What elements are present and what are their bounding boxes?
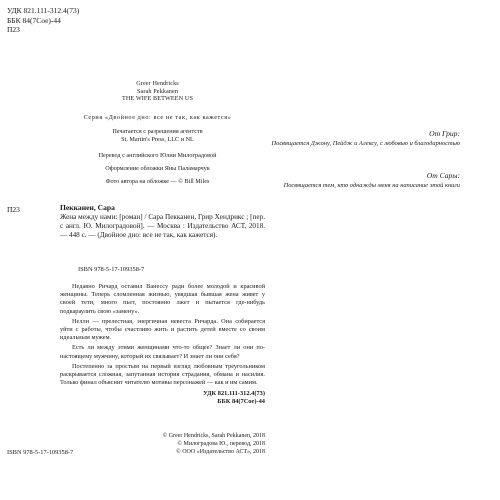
copyright-line: © ООО «Издательство АСТ», 2018 xyxy=(176,449,265,455)
original-credits xyxy=(55,80,260,103)
copyright-block xyxy=(120,432,265,456)
annotation-paragraph: Нелли — прелестная, энергичная невеста Ричарда. Она собирается уйти с работы, чтобы счастливо жить и растить детей вместе со своим идеальным мужем. xyxy=(60,317,265,342)
rights-line-2: St. Martin's Press, LLC и NL xyxy=(121,136,194,143)
annotation-paragraph: Есть ли между этими женщинами что-то общее? Знает ли они по-настоящему мужчину, который их связывает? И знает ли они себя? xyxy=(60,344,265,360)
cover-photo-credit: Фото автора на обложке — © Bill Miles xyxy=(105,178,210,185)
cover-design-credit: Оформление обложки Яны Паламарчук xyxy=(105,165,210,172)
catalog-isbn: ISBN 978-5-17-109358-7 xyxy=(78,266,145,273)
catalog-entry xyxy=(60,203,265,240)
classification-codes xyxy=(7,6,79,35)
udk-code-bottom: УДК 821.111-312.4(73) xyxy=(203,390,265,397)
credit-author-2: Sarah Pekkanen xyxy=(136,87,179,95)
bbk-code-bottom: ББК 84(7Сое)-44 xyxy=(217,398,265,405)
dedication-greer-head: От Грир: xyxy=(429,129,460,138)
dedication-sarah xyxy=(270,172,460,190)
translation-credit: Перевод с английского Юлии Милоградовой xyxy=(98,152,217,159)
dedication-sarah-head: От Сары: xyxy=(426,171,460,180)
copyright-line: © Милоградова Ю., перевод, 2018 xyxy=(177,441,265,447)
bbk-code: ББК 84(7Сое)-44 xyxy=(7,15,61,25)
catalog-author: Пекканен, Сара xyxy=(60,203,115,212)
annotation xyxy=(60,283,265,389)
credit-author-1: Greer Hendricks xyxy=(136,80,179,87)
annotation-paragraph: Недавно Ричард оставил Ванессу ради более молодой и красивой женщины. Теперь сломленная жизнью, увядшая бывшая жена живет у своей тети, много пьет, постоянно лжет и пытается где-нибудь подкараулить свою «замену». xyxy=(60,283,265,315)
credit-original-title: THE WIFE BETWEEN US xyxy=(121,95,194,103)
catalog-description: Жена между нами: [роман] / Сара Пекканен, Грир Хендрикс ; [пер. с англ. Ю. Милоградовой]. — Москва : Издательство АСТ, 2018. — 448 с. — (Двойное дно: все не так, как кажется). xyxy=(60,213,265,239)
rights-notice xyxy=(55,128,260,144)
copyright-line: © Greer Hendricks, Sarah Pekkanen, 2018 xyxy=(162,433,265,439)
author-mark: П23 xyxy=(7,25,20,34)
dedication-greer-text: Посвящается Джону, Пейдж и Алексу, с любовью и благодарностью xyxy=(271,140,460,148)
series-line: Серия «Двойное дно: все не так, как кажется» xyxy=(83,114,232,121)
dedication-greer xyxy=(270,130,460,148)
udk-code: УДК 821.111-312.4(73) xyxy=(7,6,80,15)
dedication-sarah-text: Посвящается тем, кто однажды меня на написание этой книги xyxy=(283,182,460,190)
catalog-code: П23 xyxy=(7,205,20,214)
isbn-bottom: ISBN 978-5-17-109358-7 xyxy=(7,449,74,456)
rights-line-1: Печатается с разрешения агентств xyxy=(112,128,203,135)
classification-codes-bottom xyxy=(175,390,265,406)
annotation-paragraph: Постепенно за простым на первый взгляд любовным треугольником раскрывается сложная, запутанная история страдания, обмана и насилия. Только финал объяснит читателю мотивы персонажей — как и им самим. xyxy=(60,362,265,387)
